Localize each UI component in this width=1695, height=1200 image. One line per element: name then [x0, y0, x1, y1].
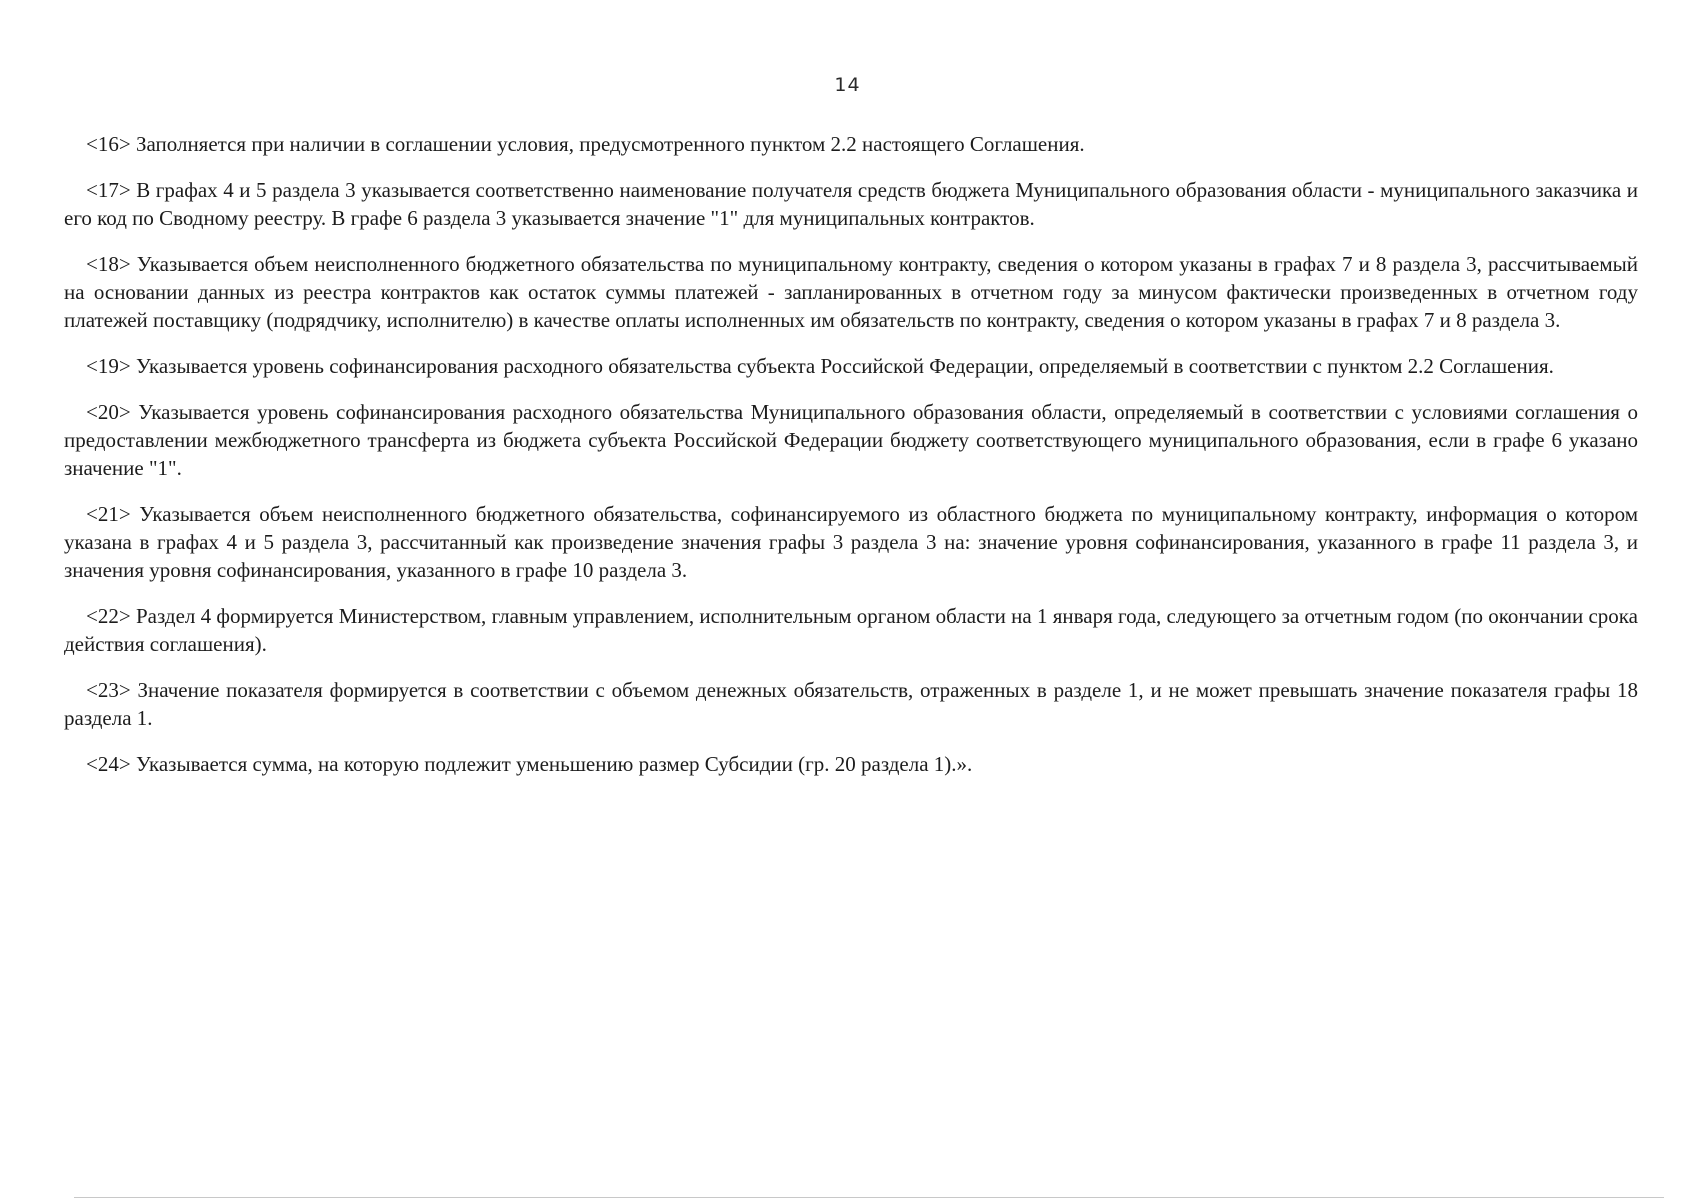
footnote-24: [64, 750, 1638, 778]
footnote-tag: <23>: [86, 678, 131, 702]
footnote-text: Указывается объем неисполненного бюджетного обязательства, софинансируемого из областного бюджета по муниципальному контракту, информация о котором указана в графах 4 и 5 раздела 3, рассчитанный как произведение значения графы 3 раздела 3 на: значение уровня софинансирования, указанного в графе 11 раздела 3, и значения уровня софинансирования, указанного в графе 10 раздела 3.: [64, 502, 1638, 582]
footnote-17: [64, 176, 1638, 232]
footnote-22: [64, 602, 1638, 658]
page-bottom-edge-line: [74, 1197, 1664, 1198]
page-number: 14: [834, 74, 861, 96]
footnote-tag: <24>: [86, 752, 131, 776]
footnote-text: Указывается объем неисполненного бюджетного обязательства по муниципальному контракту, сведения о котором указаны в графах 7 и 8 раздела 3, рассчитываемый на основании данных из реестра контрактов как остаток суммы платежей - запланированных в отчетном году за минусом фактически произведенных в отчетном году платежей поставщику (подрядчику, исполнителю) в качестве оплаты исполненных им обязательств по контракту, сведения о котором указаны в графах 7 и 8 раздела 3.: [64, 252, 1638, 332]
footnote-tag: <16>: [86, 132, 131, 156]
footnote-tag: <19>: [86, 354, 131, 378]
footnote-tag: <18>: [86, 252, 131, 276]
footnote-tag: <17>: [86, 178, 131, 202]
footnote-text: Заполняется при наличии в соглашении условия, предусмотренного пунктом 2.2 настоящего Соглашения.: [130, 132, 1085, 156]
footnote-text: В графах 4 и 5 раздела 3 указывается соответственно наименование получателя средств бюджета Муниципального образования области - муниципального заказчика и его код по Сводному реестру. В графе 6 раздела 3 указывается значение "1" для муниципальных контрактов.: [64, 178, 1638, 230]
footnote-text: Указывается сумма, на которую подлежит уменьшению размер Субсидии (гр. 20 раздела 1).».: [130, 752, 973, 776]
footnote-23: [64, 676, 1638, 732]
footnote-tag: <22>: [86, 604, 131, 628]
footnote-tag: <20>: [86, 400, 131, 424]
footnote-18: [64, 250, 1638, 334]
footnote-tag: <21>: [86, 502, 131, 526]
footnote-text: Указывается уровень софинансирования расходного обязательства субъекта Российской Федерации, определяемый в соответствии с пунктом 2.2 Соглашения.: [130, 354, 1554, 378]
footnote-text: Указывается уровень софинансирования расходного обязательства Муниципального образования области, определяемый в соответствии с условиями соглашения о предоставлении межбюджетного трансферта из бюджета субъекта Российской Федерации бюджету соответствующего муниципального образования, если в графе 6 указано значение "1".: [64, 400, 1638, 480]
footnotes-list: [64, 130, 1638, 796]
footnote-text: Раздел 4 формируется Министерством, главным управлением, исполнительным органом области на 1 января года, следующего за отчетным годом (по окончании срока действия соглашения).: [64, 604, 1638, 656]
footnote-text: Значение показателя формируется в соответствии с объемом денежных обязательств, отраженных в разделе 1, и не может превышать значение показателя графы 18 раздела 1.: [64, 678, 1638, 730]
footnote-20: [64, 398, 1638, 482]
footnote-16: [64, 130, 1638, 158]
footnote-21: [64, 500, 1638, 584]
footnote-19: [64, 352, 1638, 380]
